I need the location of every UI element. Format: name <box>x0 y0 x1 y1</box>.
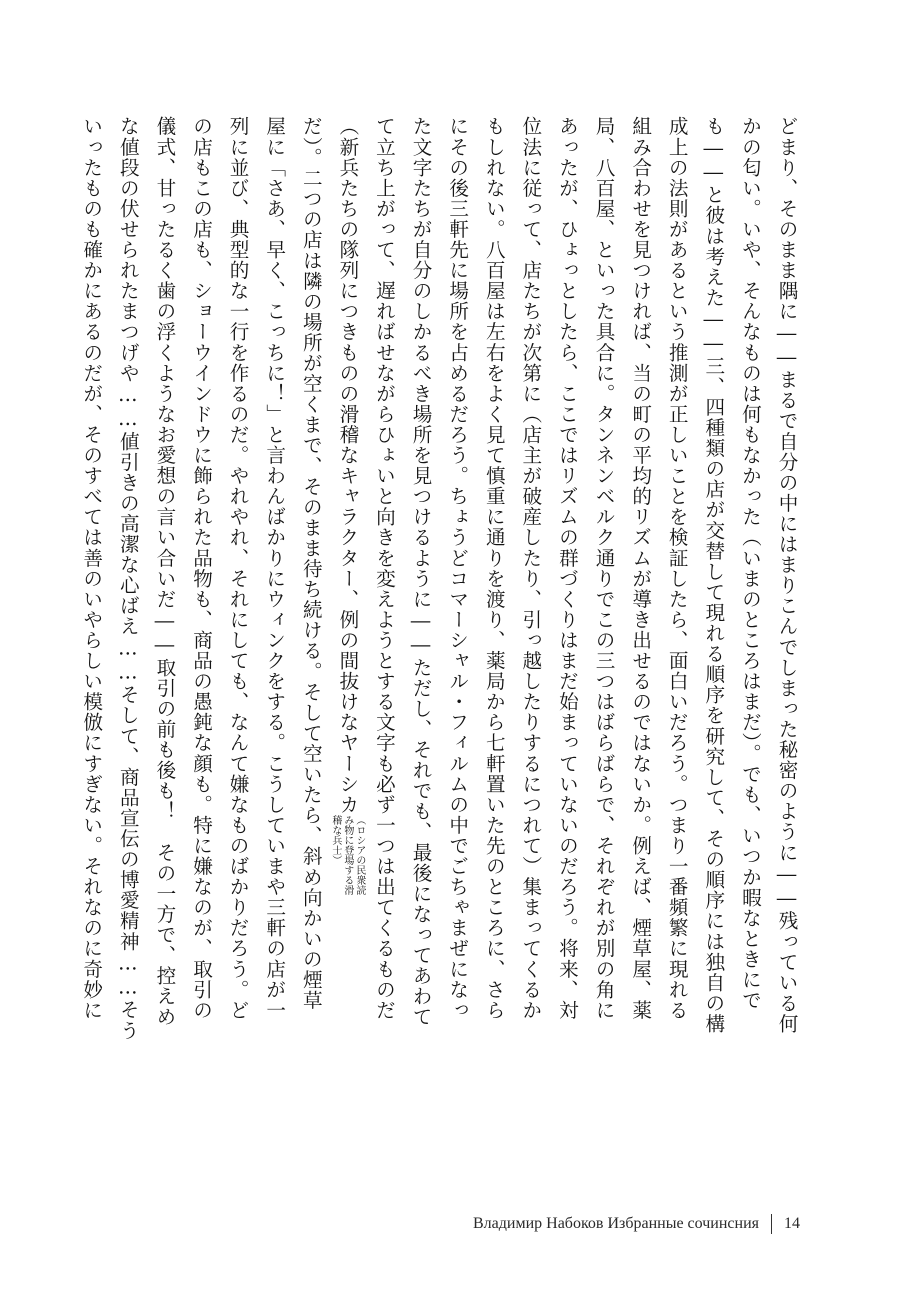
text-line: た文字たちが自分のしかるべき場所を見つけるように――ただし、それでも、最後になってあわて <box>409 116 433 1027</box>
footer-divider <box>771 1214 772 1234</box>
text-line-main: （新兵たちの隊列につきものの滑稽なキャラクター、例の間抜けなヤーシカ <box>335 116 359 815</box>
text-line: も――と彼は考えた――三、四種類の店が交替して現れる順序を研究して、その順序には独自の構 <box>701 116 725 1034</box>
vertical-body-text <box>79 116 804 1116</box>
page-footer <box>473 1214 800 1234</box>
text-line: 儀式、甘ったるく歯の浮くようなお愛想の言い合いだ――取引の前も後も！ その一方で、控えめ <box>152 116 176 1027</box>
text-line: にその後三軒先に場所を占めるだろう。ちょうどコマーシャル・フィルムの中でごちゃまぜになっ <box>445 116 469 1021</box>
text-line: 屋に「さあ、早く、こっちに！」と言わんばかりにウィンクをする。こうしていまや三軒の店が一 <box>262 116 286 1021</box>
text-line: 位法に従って、店たちが次第に（店主が破産したり、引っ越したりするにつれて）集まってくるか <box>518 116 542 1021</box>
text-line: だ）。二つの店は隣の場所が空くまで、そのまま待ち続ける。そして空いたら、斜め向かいの煙草 <box>299 116 323 1011</box>
text-line: 局、八百屋、といった具合に。タンネンベルク通りでこの三つはばらばらで、それぞれが別の角に <box>592 116 616 1021</box>
text-line-with-note <box>328 116 365 1116</box>
text-line: な値段の伏せられたまつげや……値引きの高潔な心ばえ……そして、商品宣伝の博愛精神……そう <box>116 116 140 1041</box>
text-line: の店もこの店も、ショーウインドウに飾られた品物も、商品の愚鈍な顔も。特に嫌なのが、取引の <box>189 116 213 1021</box>
text-line: どまり、そのまま隅に――まるで自分の中にはまりこんでしまった秘密のように――残っている何 <box>775 116 798 1034</box>
text-line: もしれない。八百屋は左右をよく見て慎重に通りを渡り、薬局から七軒置いた先のところに、さら <box>482 116 506 1021</box>
text-line: いったものも確かにあるのだが、そのすべては善のいやらしい模倣にすぎない。それなのに奇妙に <box>79 116 103 1021</box>
page-number: 14 <box>784 1215 800 1232</box>
text-line: かの匂い。いや、そんなものは何もなかった（いまのところはまだ）。でも、いつか暇なときにで <box>738 116 762 1011</box>
text-line: て立ち上がって、遅ればせながらひょいと向きを変えようとする文字も必ず一つは出てくるものだ <box>372 116 396 1021</box>
text-line: 組み合わせを見つければ、当の町の平均的リズムが導き出せるのではないか。例えば、煙草屋、薬 <box>628 116 652 1021</box>
text-line: 列に並び、典型的な一行を作るのだ。やれやれ、それにしても、なんて嫌なものばかりだろう。ど <box>226 116 250 1021</box>
text-line: 成上の法則があるという推測が正しいことを検証したら、面白いだろう。つまり一番頻繁に現れる <box>665 116 689 1021</box>
running-title: Владимир Набоков Избранные сочинсния <box>473 1215 759 1232</box>
inline-note: （ロシアの民衆読み物に登場する滑稽な兵士） <box>329 814 365 895</box>
text-line: あったが、ひょっとしたら、ここではリズムの群づくりはまだ始まっていないのだろう。将来、対 <box>555 116 579 1021</box>
